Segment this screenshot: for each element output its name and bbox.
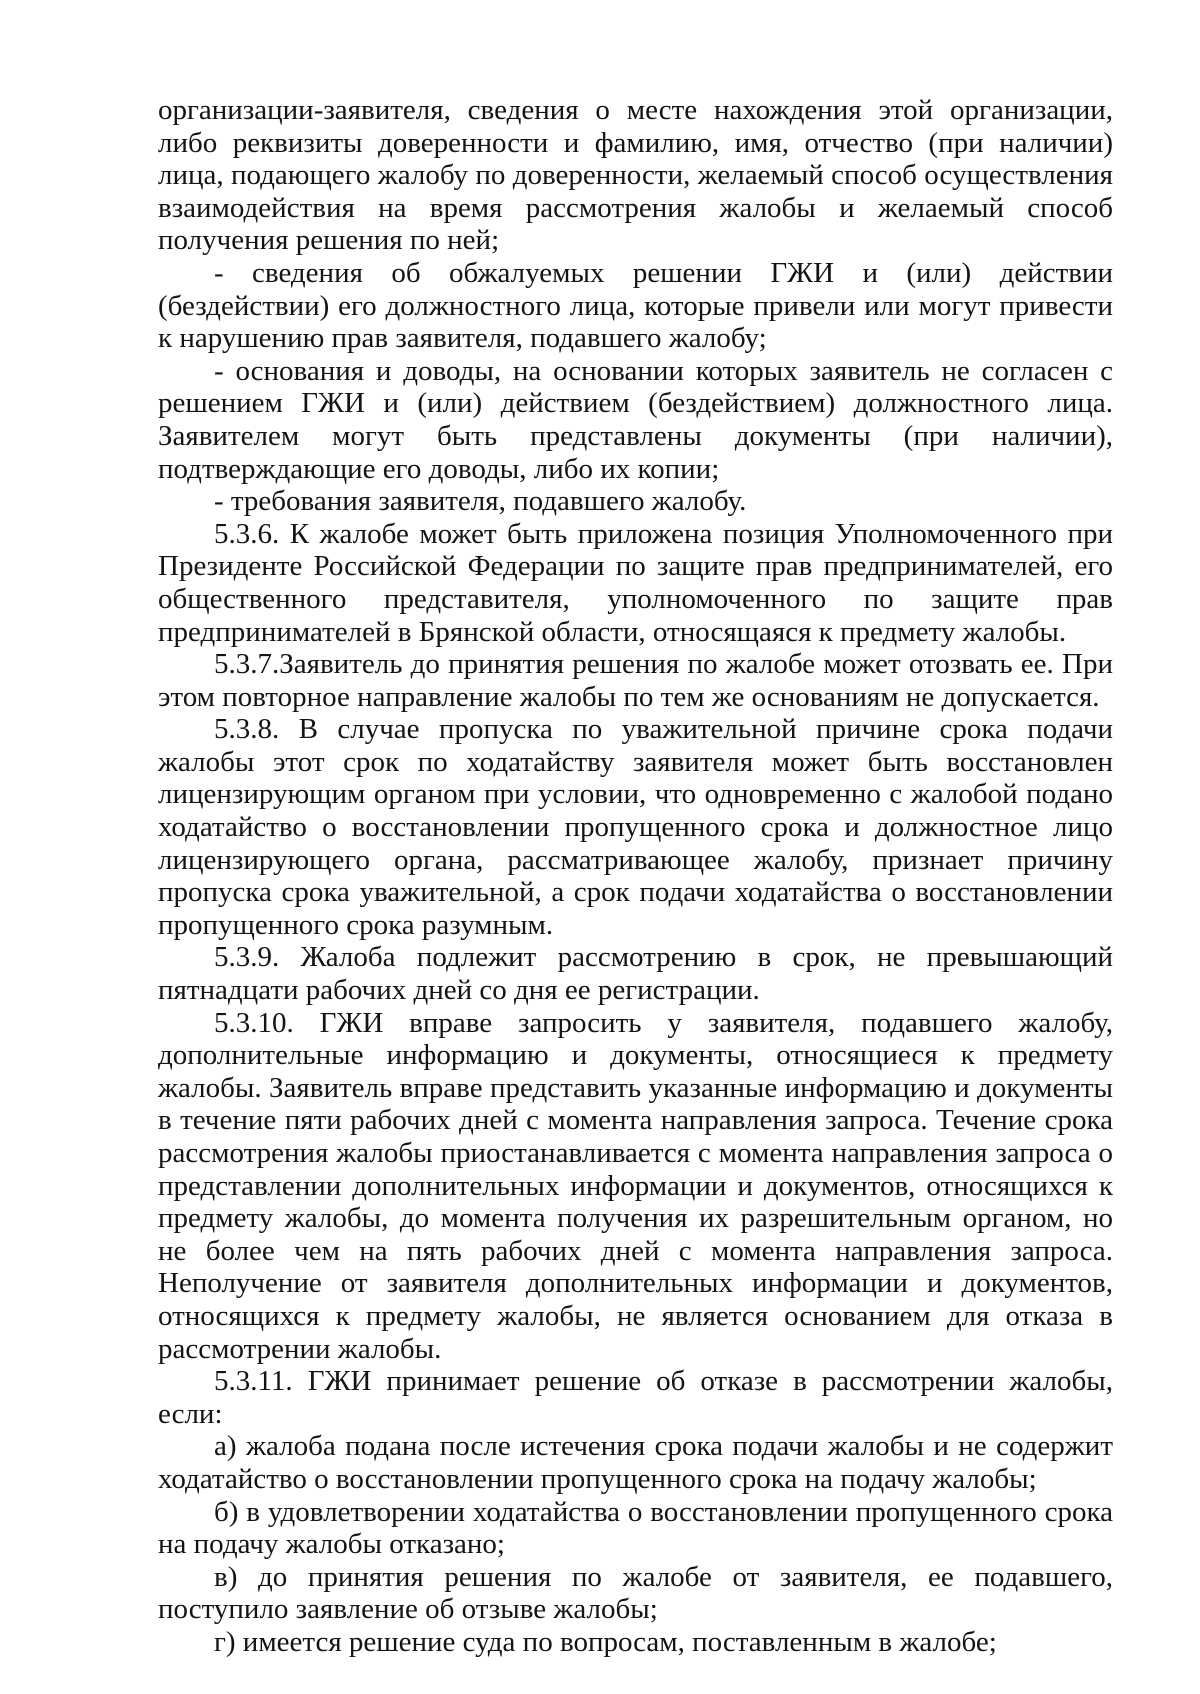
paragraph-5-3-9: 5.3.9. Жалоба подлежит рассмотрению в срок, не превышающий пятнадцати рабочих дней со дня ее регистрации. [158, 941, 1113, 1007]
document-page [158, 94, 1113, 1659]
paragraph-5-3-6: 5.3.6. К жалобе может быть приложена позиция Уполномоченного при Президенте Российской Федерации по защите прав предпринимателей, его общественного представителя, уполномоченного по защите прав предпринимателей в Брянской области, относящаяся к предмету жалобы. [158, 517, 1113, 648]
list-item-a: а) жалоба подана после истечения срока подачи жалобы и не содержит ходатайство о восстановлении пропущенного срока на подачу жалобы; [158, 1430, 1113, 1495]
paragraph-applicant-requirements: - требования заявителя, подавшего жалобу. [214, 485, 747, 518]
paragraph-5-3-8: 5.3.8. В случае пропуска по уважительной причине срока подачи жалобы этот срок по ходатайству заявителя может быть восстановлен лицензирующим органом при условии, что одновременно с жалобой подано ходатайство о восстановлении пропущенного срока и должностное лицо лицензирующего органа, рассматривающее жалобу, признает причину пропуска срока уважительной, а срок подачи ходатайства о восстановлении пропущенного срока разумным. [158, 713, 1113, 941]
paragraph-5-3-10: 5.3.10. ГЖИ вправе запросить у заявителя, подавшего жалобу, дополнительные информацию и документы, относящиеся к предмету жалобы. Заявитель вправе представить указанные информацию и документы в течение пяти рабочих дней с момента направления запроса. Течение срока рассмотрения жалобы приостанавливается с момента направления запроса о представлении дополнительных информации и документов, относящихся к предмету жалобы, до момента получения их разрешительным органом, но не более чем на пять рабочих дней с момента направления запроса. Неполучение от заявителя дополнительных информации и документов, относящихся к предмету жалобы, не является основанием для отказа в рассмотрении жалобы. [158, 1006, 1113, 1365]
paragraph-grounds-and-arguments: - основания и доводы, на основании которых заявитель не согласен с решением ГЖИ и (или) действием (бездействием) должностного лица. Заявителем могут быть представлены документы (при наличии), подтверждающие его доводы, либо их копии; [158, 354, 1113, 485]
paragraph-appealed-decision: - сведения об обжалуемых решении ГЖИ и (или) действии (бездействии) его должностного лица, которые привели или могут привести к нарушению прав заявителя, подавшего жалобу; [158, 256, 1113, 355]
paragraph-5-3-7: 5.3.7.Заявитель до принятия решения по жалобе может отозвать ее. При этом повторное направление жалобы по тем же основаниям не допускается. [158, 648, 1113, 713]
list-item-v: в) до принятия решения по жалобе от заявителя, ее подавшего, поступило заявление об отзыве жалобы; [158, 1560, 1113, 1626]
paragraph-5-3-11: 5.3.11. ГЖИ принимает решение об отказе в рассмотрении жалобы, если: [158, 1365, 1113, 1430]
list-item-g: г) имеется решение суда по вопросам, поставленным в жалобе; [214, 1625, 997, 1658]
list-item-b: б) в удовлетворении ходатайства о восстановлении пропущенного срока на подачу жалобы отказано; [158, 1495, 1113, 1561]
paragraph-applicant-details: организации-заявителя, сведения о месте нахождения этой организации, либо реквизиты доверенности и фамилию, имя, отчество (при наличии) лица, подающего жалобу по доверенности, желаемый способ осуществления взаимодействия на время рассмотрения жалобы и желаемый способ получения решения по ней; [158, 94, 1113, 257]
